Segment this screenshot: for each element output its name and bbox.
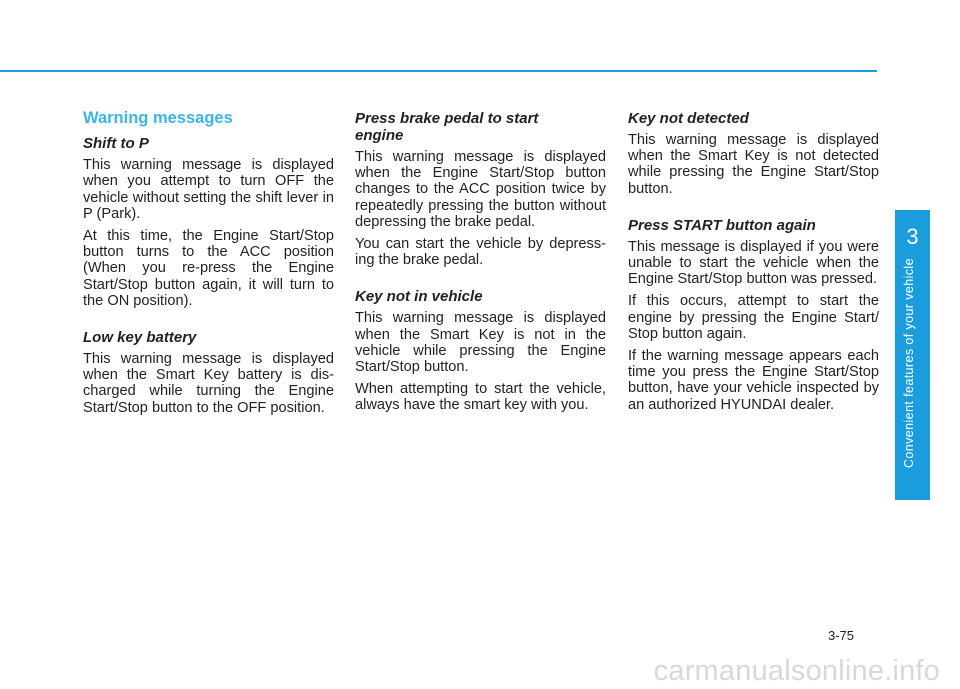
subheading-low-key-battery: Low key battery <box>83 329 197 347</box>
watermark: carmanualsonline.info <box>653 655 940 687</box>
chapter-tab <box>895 210 930 500</box>
paragraph: You can start the vehicle by depress-ing the brake pedal. <box>355 236 606 269</box>
subheading-press-start-again: Press START button again <box>628 216 816 234</box>
subheading-key-not-detected: Key not detected <box>628 110 749 127</box>
paragraph: When attempting to start the vehicle, always have the smart key with you. <box>355 381 606 414</box>
subheading-press-brake-pedal: Press brake pedal to start engine <box>355 110 539 144</box>
chapter-number: 3 <box>906 224 919 249</box>
subheading-key-not-in-vehicle: Key not in vehicle <box>355 288 483 306</box>
chapter-label: Convenient features of your vehicle <box>902 258 916 468</box>
column-1 <box>83 110 334 422</box>
subheading-shift-to-p: Shift to P <box>83 135 149 153</box>
paragraph: This warning message is displayed when you attempt to turn OFF the vehicle without setting the shift lever in P (Park). <box>83 157 334 222</box>
paragraph: This warning message is displayed when the Smart Key battery is dis-charged while turning the Engine Start/Stop button to the OFF position. <box>83 351 334 416</box>
paragraph: This warning message is displayed when the Engine Start/Stop button changes to the ACC position twice by repeatedly pressing the button without depressing the brake pedal. <box>355 149 606 230</box>
section-title: Warning messages <box>83 109 233 127</box>
column-3 <box>628 110 879 419</box>
page-number: 3-75 <box>828 628 855 643</box>
header-rule <box>0 70 877 72</box>
paragraph: This warning message is displayed when the Smart Key is not in the vehicle while pressing the Engine Start/Stop button. <box>355 310 606 376</box>
paragraph: If this occurs, attempt to start the engine by pressing the Engine Start/ Stop button again. <box>628 293 879 342</box>
paragraph: At this time, the Engine Start/Stop button turns to the ACC position (When you re-press the Engine Start/Stop button again, it will turn to the ON position). <box>83 228 334 309</box>
paragraph: If the warning message appears each time you press the Engine Start/Stop button, have your vehicle inspected by an authorized HYUNDAI dealer. <box>628 348 879 413</box>
paragraph: This warning message is displayed when the Smart Key is not detected while pressing the Engine Start/Stop button. <box>628 132 879 197</box>
paragraph: This message is displayed if you were unable to start the vehicle when the Engine Start/Stop button was pressed. <box>628 238 879 288</box>
column-2 <box>355 110 606 420</box>
